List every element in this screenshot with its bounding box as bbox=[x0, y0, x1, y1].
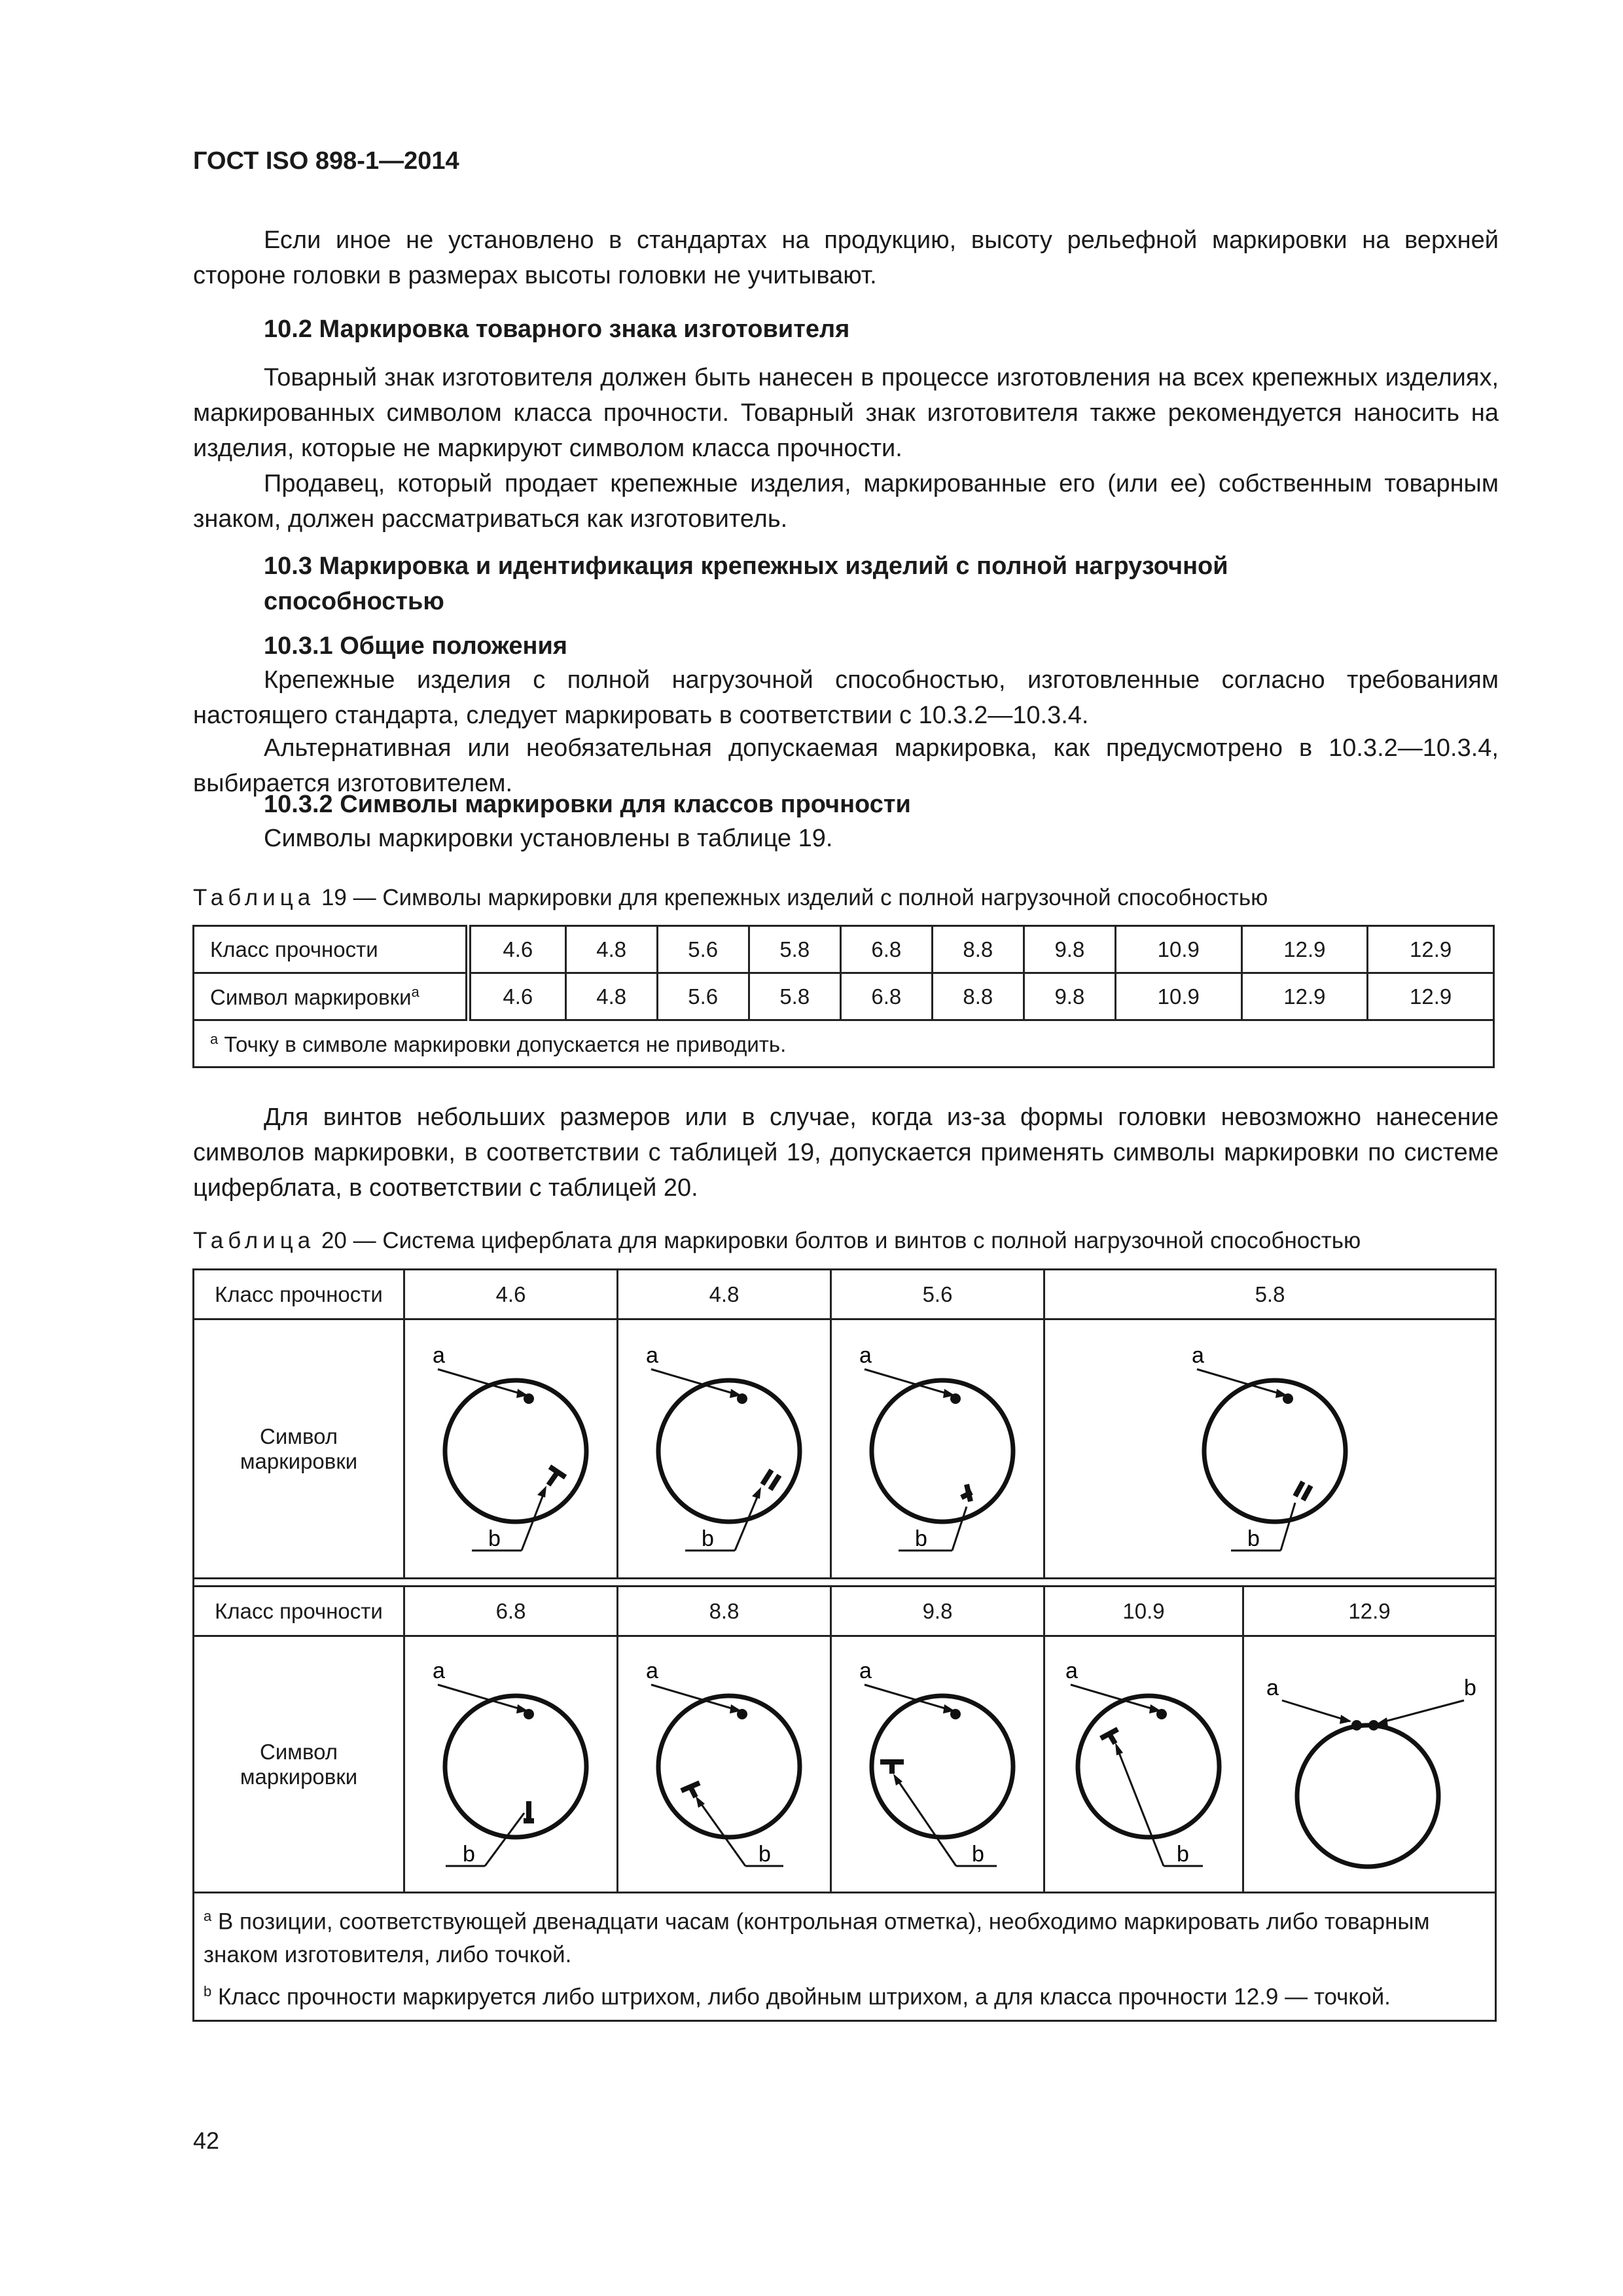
paragraph: Символы маркировки установлены в таблице 19. bbox=[264, 825, 833, 852]
table-footnote-row bbox=[194, 1020, 1494, 1067]
table-cell: 4.6 bbox=[404, 1270, 618, 1319]
table-cell: 10.9 bbox=[1115, 926, 1241, 973]
label-b: b bbox=[914, 1526, 927, 1551]
footnote-b: $^b$ Класс прочности маркируется либо штрихом, либо двойным штрихом, а для класса прочности 12.9 — точкой. bbox=[204, 1982, 1391, 2010]
clock-symbol-4-6 bbox=[406, 1325, 616, 1573]
row-label bbox=[194, 1636, 404, 1893]
table-cell bbox=[1044, 1636, 1243, 1893]
clock-symbol-10-9 bbox=[1046, 1640, 1242, 1889]
row-label: Символ маркировки$^a$ bbox=[194, 973, 469, 1020]
paragraph: Если иное не установлено в стандартах на продукцию, высоту рельефной маркировки на верхней стороне головки в размерах высоты головки не учитывают. bbox=[193, 226, 1499, 289]
table-cell: 4.8 bbox=[565, 973, 657, 1020]
table-cell bbox=[831, 1319, 1044, 1579]
table-footnote bbox=[194, 1893, 1496, 2021]
table-row bbox=[194, 1587, 1496, 1636]
section-heading-10-2: 10.2 Маркировка товарного знака изготовителя bbox=[264, 315, 850, 343]
label-a: a bbox=[645, 1658, 658, 1683]
table-cell: 12.9 bbox=[1241, 926, 1368, 973]
table-cell bbox=[1044, 1319, 1496, 1579]
label-a: a bbox=[1065, 1658, 1078, 1683]
section-heading-10-3: 10.3 Маркировка и идентификация крепежных изделий с полной нагрузочной способностью bbox=[264, 552, 1228, 615]
label-b: b bbox=[462, 1841, 475, 1867]
table-cell: 6.8 bbox=[840, 926, 932, 973]
clock-symbol-6-8 bbox=[406, 1640, 616, 1889]
table-20 bbox=[192, 1268, 1497, 2022]
clock-symbol-4-8 bbox=[620, 1325, 829, 1573]
table-cell: 5.6 bbox=[831, 1270, 1044, 1319]
table-cell: 12.9 bbox=[1368, 973, 1494, 1020]
table-cell: 5.8 bbox=[1044, 1270, 1496, 1319]
table-cell bbox=[618, 1319, 831, 1579]
table-row bbox=[194, 926, 1494, 973]
table-cell: 6.8 bbox=[840, 973, 932, 1020]
document-header: ГОСТ ISO 898-1—2014 bbox=[193, 147, 459, 175]
label-b: b bbox=[1176, 1841, 1189, 1867]
symbol-label: Символ bbox=[260, 1739, 338, 1764]
table-cell: 4.6 bbox=[469, 973, 566, 1020]
table-cell bbox=[831, 1636, 1044, 1893]
label-b: b bbox=[971, 1841, 984, 1867]
table-19-caption: Таблица 19 — Символы маркировки для крепежных изделий с полной нагрузочной способностью bbox=[193, 885, 1268, 910]
table-cell: 6.8 bbox=[404, 1587, 618, 1636]
table-footnote: $^a$ Точку в символе маркировки допускается не приводить. bbox=[194, 1020, 1494, 1067]
row-label: Класс прочности bbox=[194, 1587, 404, 1636]
row-label: Класс прочности bbox=[194, 1270, 404, 1319]
row-spacer bbox=[194, 1579, 1496, 1587]
label-a: a bbox=[432, 1342, 445, 1368]
table-19 bbox=[192, 925, 1495, 1068]
label-a: a bbox=[432, 1658, 445, 1683]
clock-symbol-5-6 bbox=[833, 1325, 1043, 1573]
clock-symbol-12-9 bbox=[1245, 1640, 1494, 1889]
table-cell: 12.9 bbox=[1368, 926, 1494, 973]
paragraph: Альтернативная или необязательная допускаемая маркировка, как предусмотрено в 10.3.2—10.3.4, выбирается изготовителем. bbox=[193, 734, 1499, 797]
section-heading-10-3-2: 10.3.2 Символы маркировки для классов прочности bbox=[264, 791, 911, 818]
label-a: a bbox=[1191, 1342, 1204, 1368]
table-cell bbox=[404, 1636, 618, 1893]
table-cell: 12.9 bbox=[1243, 1587, 1496, 1636]
table-cell bbox=[404, 1319, 618, 1579]
table-cell: 9.8 bbox=[1024, 926, 1115, 973]
clock-symbol-9-8 bbox=[833, 1640, 1043, 1889]
paragraph: Товарный знак изготовителя должен быть нанесен в процессе изготовления на всех крепежных изделиях, маркированных символом класса прочности. Товарный знак изготовителя также рекомендуется наносить на изделия, которые не маркируют символом класса прочности. bbox=[193, 364, 1499, 462]
table-cell: 8.8 bbox=[932, 926, 1024, 973]
clock-symbol-5-8 bbox=[1166, 1325, 1375, 1573]
section-heading-10-3-1: 10.3.1 Общие положения bbox=[264, 632, 567, 660]
table-cell: 4.8 bbox=[618, 1270, 831, 1319]
footnote-a: $^a$ В позиции, соответствующей двенадцати часам (контрольная отметка), необходимо маркировать либо товарным знаком изготовителя, либо точкой. bbox=[204, 1908, 1430, 1967]
table-cell: 10.9 bbox=[1115, 973, 1241, 1020]
table-cell: 8.8 bbox=[932, 973, 1024, 1020]
table-cell: 4.8 bbox=[565, 926, 657, 973]
table-cell: 9.8 bbox=[831, 1587, 1044, 1636]
row-label bbox=[194, 1319, 404, 1579]
table-cell: 5.8 bbox=[749, 926, 840, 973]
table-cell: 4.6 bbox=[469, 926, 566, 973]
table-cell: 12.9 bbox=[1241, 973, 1368, 1020]
paragraph: Крепежные изделия с полной нагрузочной способностью, изготовленные согласно требованиям настоящего стандарта, следует маркировать в соответствии с 10.3.2—10.3.4. bbox=[193, 666, 1499, 729]
label-a: a bbox=[859, 1342, 872, 1368]
table-cell bbox=[1243, 1636, 1496, 1893]
symbol-label: маркировки bbox=[240, 1764, 358, 1789]
table-cell: 10.9 bbox=[1044, 1587, 1243, 1636]
table-cell: 5.6 bbox=[657, 926, 749, 973]
table-cell: 5.8 bbox=[749, 973, 840, 1020]
label-a: a bbox=[645, 1342, 658, 1368]
label-a: a bbox=[1266, 1675, 1279, 1700]
row-label: Класс прочности bbox=[194, 926, 469, 973]
table-20-caption: Таблица 20 — Система циферблата для маркировки болтов и винтов с полной нагрузочной способностью bbox=[193, 1228, 1361, 1253]
table-row-spacer bbox=[194, 1579, 1496, 1587]
symbol-label: маркировки bbox=[240, 1448, 358, 1473]
clock-symbol-8-8 bbox=[620, 1640, 829, 1889]
table-cell bbox=[618, 1636, 831, 1893]
table-row bbox=[194, 1636, 1496, 1893]
label-a: a bbox=[859, 1658, 872, 1683]
label-b: b bbox=[758, 1841, 771, 1867]
table-row bbox=[194, 1319, 1496, 1579]
page-number: 42 bbox=[193, 2127, 220, 2154]
table-cell: 5.6 bbox=[657, 973, 749, 1020]
table-cell: 8.8 bbox=[618, 1587, 831, 1636]
label-b: b bbox=[701, 1526, 714, 1551]
label-b: b bbox=[1247, 1526, 1260, 1551]
paragraph: Продавец, который продает крепежные изделия, маркированные его (или ее) собственным товарным знаком, должен рассматриваться как изготовитель. bbox=[193, 470, 1499, 533]
table-row bbox=[194, 1270, 1496, 1319]
table-footnote-row bbox=[194, 1893, 1496, 2021]
table-cell: 9.8 bbox=[1024, 973, 1115, 1020]
label-b: b bbox=[488, 1526, 501, 1551]
symbol-label: Символ bbox=[260, 1424, 338, 1448]
table-row bbox=[194, 973, 1494, 1020]
label-b: b bbox=[1463, 1675, 1476, 1700]
paragraph: Для винтов небольших размеров или в случае, когда из-за формы головки невозможно нанесение символов маркировки, в соответствии с таблицей 19, допускается применять символы маркировки по системе циферблата, в соответствии с таблицей 20. bbox=[193, 1103, 1499, 1202]
